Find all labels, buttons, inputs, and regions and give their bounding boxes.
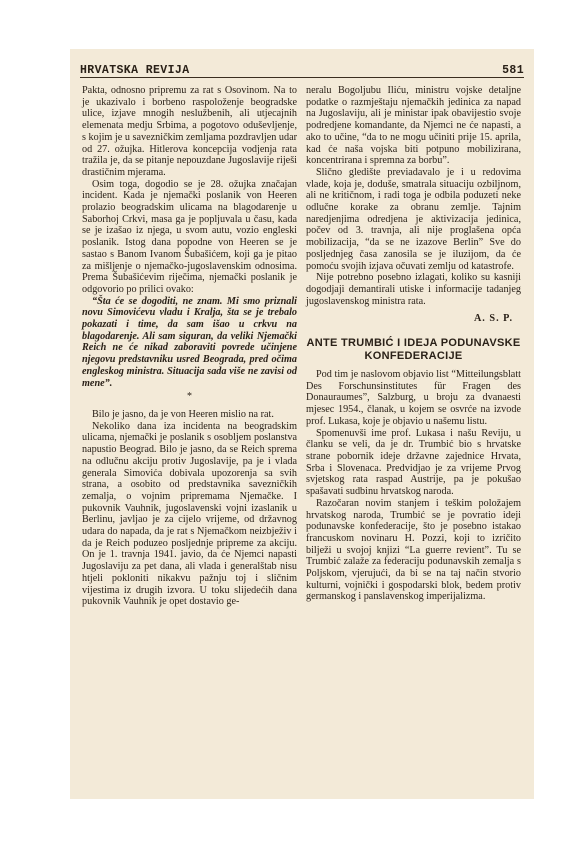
paragraph: Slično gledište previadavalo je i u redovima vlade, koja je, doduše, smatrala situaciju ozbiljnom, ali ne kritičnom, i radi toga je odbila poduzeti neke odlučne korake za obranu zemlje. Tajnim naredjenjima odredjena je aktivizacija jedinica, počev od 3. travnja, ali nije proglašena opća mobilizacija, “da se ne izazove Berlin” Sve do posljednjeg časa zanosila se je iluzijom, da će pomoću svojih izjava očuvati zemlju od katastrofe.	[306, 166, 521, 272]
paragraph: Razočaran novim stanjem i teškim položajem hrvatskog naroda, Trumbić se je povratio ideji podunavske konfederacije, što je posebno istakao francuskom novinaru H. Pozzi, koji to izričito bilježi u svojoj knjizi “La guerre revient”. Tu se Trumbić zalaže za federaciju podunavskih zemalja s Poljskom, vjerujući, da bi se na taj način stvorio kulturni, vojnički i gospodarski blok, bedem protiv germanskog i panslavenskog imperijalizma.	[306, 497, 521, 603]
running-header	[80, 57, 524, 78]
paragraph: Pod tim je naslovom objavio list “Mitteilungsblatt Des Forschunsinstitutes für Fragen des Donauraumes”, Salzburg, u broju za dvanaesti mjesec 1954., članak, u kojem se osvrće na izvode prof. Lukasa, koje je objavio u našemu listu.	[306, 369, 521, 427]
author-signature: A. S. P.	[473, 313, 513, 325]
journal-page	[70, 49, 534, 799]
quotation: “Šta će se dogoditi, ne znam. Mi smo priznali novu Simovićevu vladu i Kralja, šta se je trebalo pokazati i time, da sam išao u crkvu na blagodarenje. Ali sam siguran, da veliki Njemački Reich ne će nikad zaboraviti povrede učinjene njegovu predstavniku usred Beograda, pred očima engleskog ministra. Situacija sada više ne zavisi od mene”.	[82, 295, 297, 389]
paragraph: Bilo je jasno, da je von Heeren mislio na rat.	[92, 408, 274, 420]
paragraph: Nije potrebno posebno izlagati, koliko su kasniji dogodjaji demantirali utiske i informacije tadanjeg jugoslavenskog ministra rata.	[306, 272, 521, 307]
paragraph: Pakta, odnosno pripremu za rat s Osovinom. Na to je ukazivalo i borbeno raspoloženje beogradske ulice, izjave mnogih neslužbenih, ali utjecajnih elemenata medju Srbima, a pogotovo oduševljenje, s kojim je u savezničkim zemljama pozdravljen udar od 27. ožujka. Hitlerova koncepcija vodjenja rata tražila je, da se pitanje nepouzdane Jugoslavije riješi drastičnim mjerama.	[82, 85, 297, 178]
paragraph: Spomenuvši ime prof. Lukasa i našu Reviju, u članku se veli, da je dr. Trumbić bio s hrvatske strane pobornik ideje državne zajednice Hrvata, Srba i Slovenaca. Predvidjao je za vrijeme Prvog svjetskog rata raspad Austrije, pa je pokušao spašavati sudbinu hrvatskog naroda.	[306, 427, 521, 498]
section-separator: *	[187, 391, 192, 403]
left-column	[82, 85, 297, 608]
paragraph: neralu Bogoljubu Iliću, ministru vojske detaljne podatke o razmještaju njemačkih jedinica za napad na Jugoslaviju, ali je ministar ipak obavijestio svoje podredjene komandante, da Njemci ne će napasti, a ako to učine, “da to ne mogu učiniti prije 15. aprila, kad će naša vojska biti potpuno mobilizirana, koncentrirana i spremna za borbu”.	[306, 85, 521, 167]
page-number: 581	[502, 64, 524, 77]
right-column	[306, 85, 521, 603]
paragraph: Nekoliko dana iza incidenta na beogradskim ulicama, njemački je poslanik s osobljem poslanstva napustio Beograd. Bilo je jasno, da se Reich sprema na odlučnu akciju protiv Jugoslavije, pa je i vlada generala Simovića dobivala upozorenja sa svih strana, a osobito od predstavnika savezničkih zemalja, o vojnim pripremama Njemačke. I pukovnik Vauhnik, jugoslavenski vojni izaslanik u Berlinu, javljao je za cijelo vrijeme, od državnog udara do napada, da je rat s Njemačkom neizbježiv i da je Reich poduzeo posljednje pripreme za akciju. On je 1. travnja 1941. javio, da će Njemci napasti Jugoslaviju za pet dana, ali vlada i generalštab nisu htjeli pokloniti nikakvu pažnju toj i sličnim vijestima iz drugih izvora. U toku slijedećih dana pukovnik Vauhnik je opet dostavio ge-	[82, 420, 297, 608]
paragraph: Osim toga, dogodio se je 28. ožujka značajan incident. Kada je njemački poslanik von Heeren prolazio beogradskim ulicama na blagodarenje u Saborhoj Crkvi, masa ga je popljuvala u času, kada se je izašao iz njega, u svom autu, vozio engleski poslanik. Istog dana popodne von Heeren se je sastao s Banom Ivanom Šubašićem, koji ga je pitao za mišljenje o njemačko-jugoslavenskim odnosima. Prema Šubašićevim riječima, njemački poslanik je odgovorio po prilici ovako:	[82, 178, 297, 295]
article-heading: ANTE TRUMBIĆ I IDEJA PODUNAVSKE KONFEDERACIJE	[306, 337, 521, 363]
journal-title: HRVATSKA REVIJA	[80, 64, 190, 77]
